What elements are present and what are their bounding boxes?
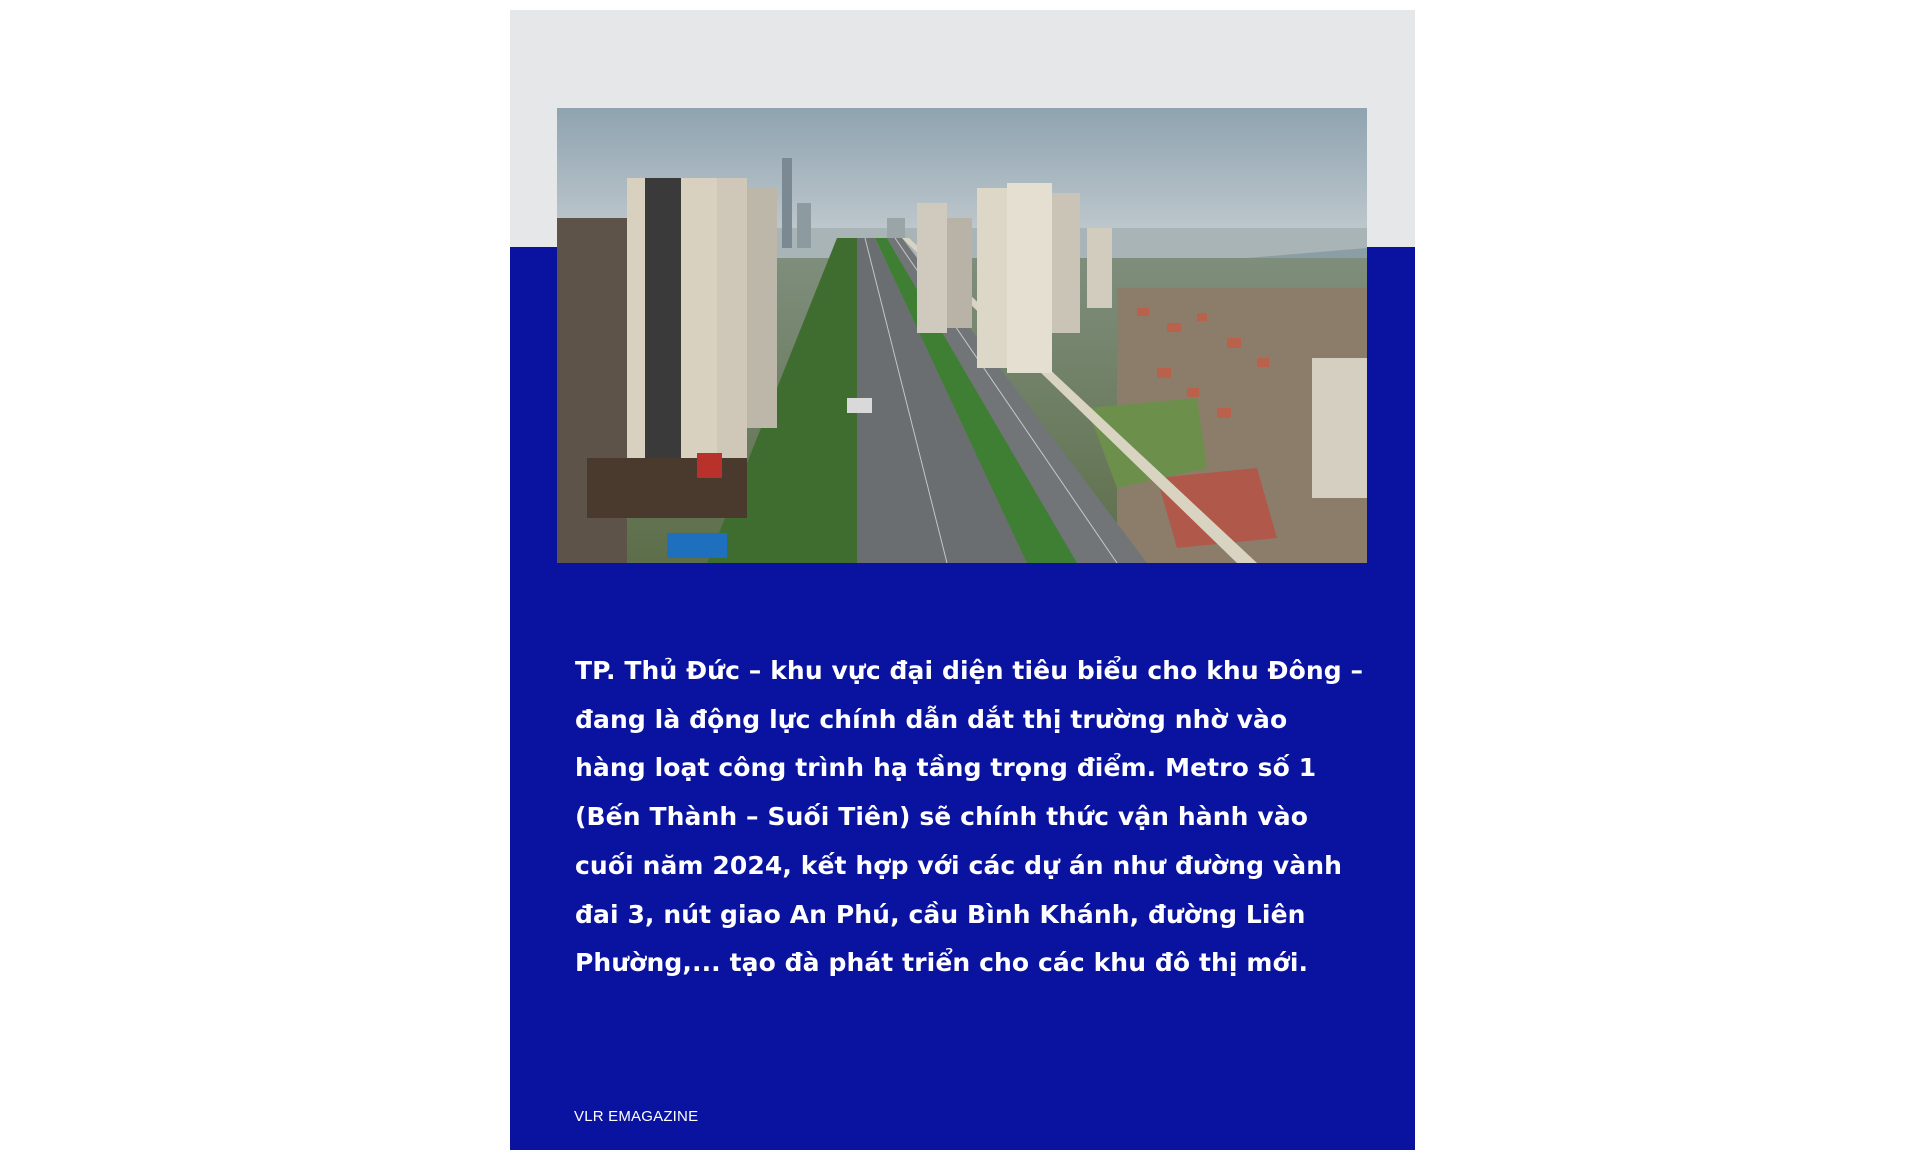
article-caption: TP. Thủ Đức – khu vực đại diện tiêu biểu cho khu Đông – đang là động lực chính dẫn dắt thị trường nhờ vào hàng loạt công trình hạ tầng trọng điểm. Metro số 1 (Bến Thành – Suối Tiên) sẽ chính thức vận hành vào cuối năm 2024, kết hợp với các dự án như đường vành đai 3, nút giao An Phú, cầu Bình Khánh, đường Liên Phường,... tạo đà phát triển cho các khu đô thị mới. — [575, 656, 1364, 978]
city-aerial-photo — [557, 108, 1367, 563]
article-card — [510, 10, 1415, 1150]
brand-label: VLR EMAGAZINE — [574, 1108, 699, 1125]
photo-illustration — [557, 108, 1367, 563]
